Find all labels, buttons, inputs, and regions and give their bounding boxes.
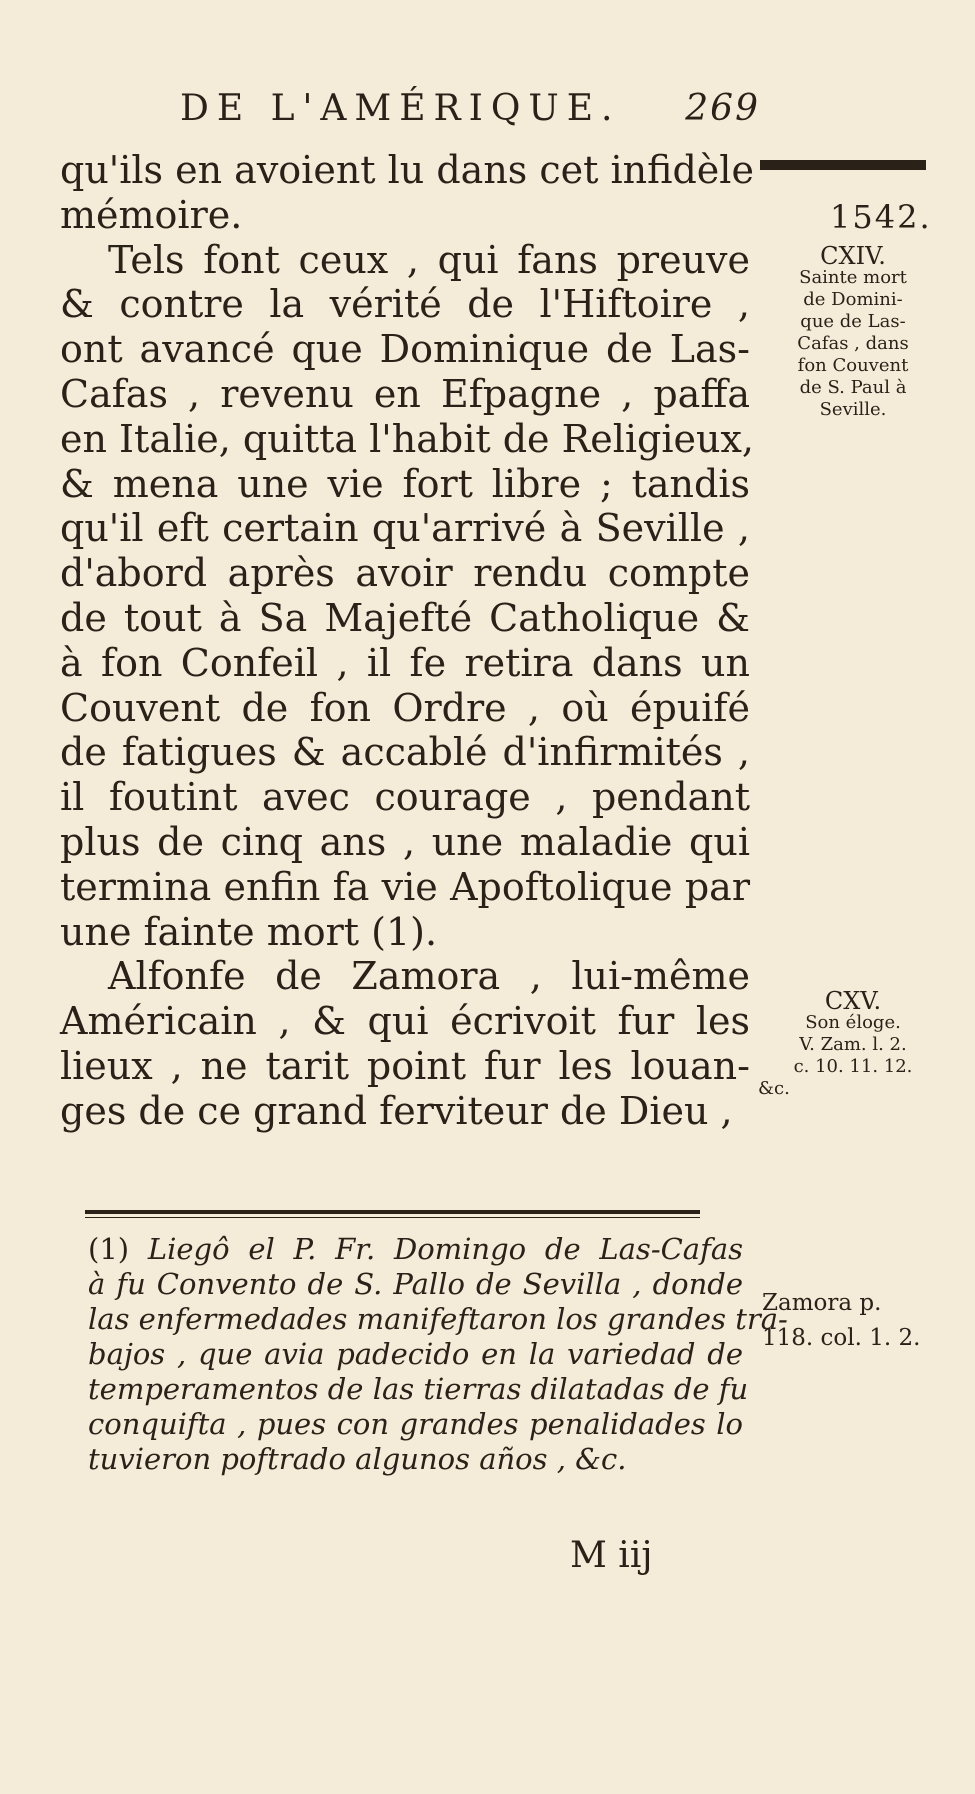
margin-note-line: Cafas , dans (797, 333, 909, 354)
text-line: Américain , & qui écrivoit fur les (60, 999, 750, 1044)
margin-note-line: Seville. (819, 399, 887, 420)
text-line: plus de cinq ans , une maladie qui (60, 819, 750, 864)
footnote-marker: (1) (88, 1232, 130, 1266)
text-line: termina enfin fa vie Apoftolique par (60, 864, 750, 909)
margin-note-number: CXV. (824, 987, 882, 1015)
footnote-line: à fu Convento de S. Pallo de Sevilla , donde (88, 1267, 743, 1301)
text-line: de tout à Sa Majefté Catholique & (60, 595, 750, 640)
margin-note-cxiv (758, 242, 948, 421)
text-line: & mena une vie fort libre ; tandis (60, 461, 750, 506)
margin-note-line: Sainte mort (799, 267, 907, 288)
margin-note-line: c. 10. 11. 12. (793, 1056, 913, 1077)
text-line: en Italie, quitta l'habit de Religieux, (60, 416, 754, 461)
margin-note-cxv (758, 987, 948, 1100)
running-title: DE L'AMÉRIQUE. (180, 88, 621, 129)
text-line: Tels font ceux , qui fans preuve (108, 237, 750, 282)
footnote-line: tuvieron poftrado algunos años , &c. (88, 1442, 627, 1476)
footnote-line: las enfermedades manifeftaron los grandes tra- (88, 1302, 788, 1336)
text-line: à fon Confeil , il fe retira dans un (60, 640, 750, 685)
page-number: 269 (685, 88, 760, 129)
footnote-line: conquifta , pues con grandes penalidades lo (88, 1407, 743, 1441)
footnote (88, 1232, 788, 1477)
footnote-side-line: 118. col. 1. 2. (762, 1325, 921, 1351)
margin-note-line: que de Las- (800, 311, 906, 332)
text-line: qu'il eft certain qu'arrivé à Seville , (60, 506, 750, 551)
footnote-line (88, 1232, 743, 1267)
text-line: de fatigues & accablé d'infirmités , (60, 730, 750, 775)
footnote-side-line: Zamora p. (762, 1290, 882, 1316)
text-line: Couvent de fon Ordre , où épuifé (60, 685, 750, 730)
footnote-rule-thin (85, 1217, 700, 1218)
footnote-line: bajos , que avia padecido en la variedad de (88, 1337, 743, 1371)
text-line: ont avancé que Dominique de Las- (60, 327, 750, 372)
margin-note-line: V. Zam. l. 2. (799, 1034, 907, 1055)
text-line: lieux , ne tarit point fur les louan- (60, 1043, 750, 1088)
margin-rule (760, 160, 926, 170)
text-line: une fainte mort (1). (60, 909, 438, 954)
text-line: mémoire. (60, 192, 243, 237)
margin-note-line: de S. Paul à (799, 377, 907, 398)
footnote-line-text: Liegô el P. Fr. Domingo de Las-Cafas (147, 1232, 743, 1266)
footnote-rule (85, 1210, 700, 1214)
margin-note-line: &c. (758, 1078, 790, 1099)
signature-mark: M iij (570, 1535, 653, 1576)
text-line: d'abord après avoir rendu compte (60, 551, 750, 596)
margin-note-line: Son éloge. (805, 1012, 901, 1033)
text-line: Alfonfe de Zamora , lui-même (108, 954, 750, 999)
running-header (180, 88, 760, 138)
margin-note-number: CXIV. (820, 242, 886, 270)
text-line: il foutint avec courage , pendant (60, 775, 750, 820)
main-text (60, 148, 754, 1134)
text-line: & contre la vérité de l'Hiftoire , (60, 282, 750, 327)
text-line: qu'ils en avoient lu dans cet infidèle (60, 148, 754, 192)
footnote-side-reference (762, 1286, 920, 1356)
margin-year: 1542. (830, 198, 932, 236)
margin-note-line: de Domini- (803, 289, 903, 310)
text-line: Cafas , revenu en Efpagne , paffa (60, 371, 750, 416)
margin-note-line: fon Couvent (797, 355, 909, 376)
text-line: ges de ce grand ferviteur de Dieu , (60, 1088, 733, 1133)
footnote-line: temperamentos de las tierras dilatadas de fu (88, 1372, 749, 1406)
